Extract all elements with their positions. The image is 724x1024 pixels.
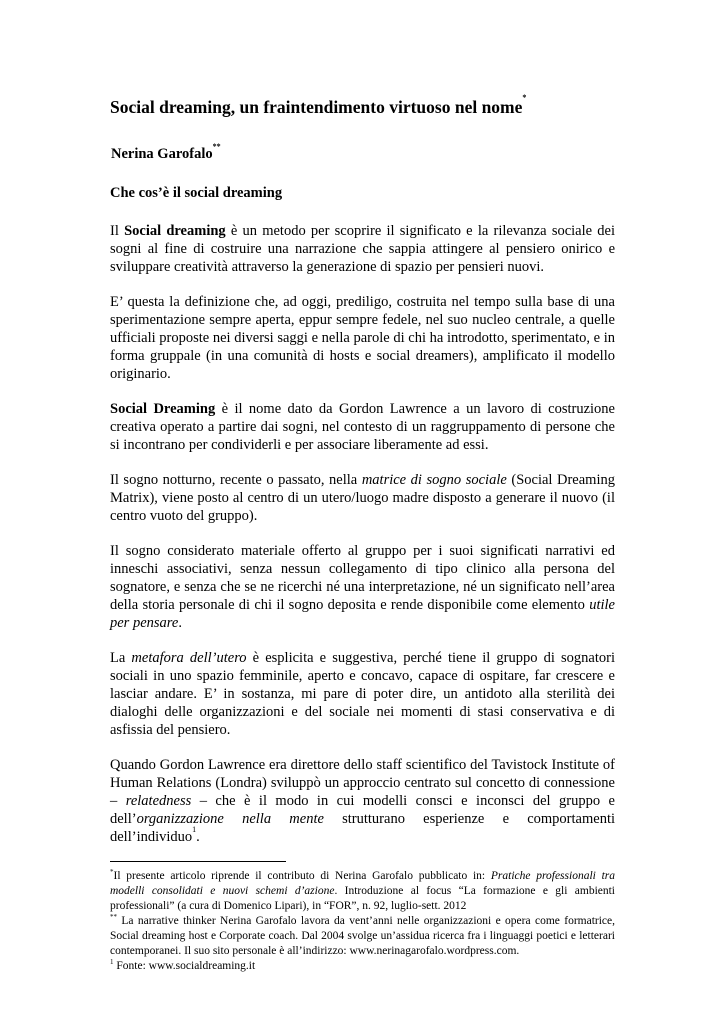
p4-post: (Social Dreaming Matrix), viene posto al centro di un utero/luogo madre disposto a generare il nuovo (il centro vuoto del gruppo).: [110, 472, 615, 524]
p4-italic: matrice di sogno sociale: [361, 472, 507, 488]
paragraph-3: [110, 400, 615, 454]
p5-pre: Il sogno considerato materiale offerto al gruppo per i suoi significati narrativi ed inneschi associativi, senza nessun collegamento di tipo clinico alla persona del sognatore, e senza che se ne ricerchi né una interpretazione, né un significato nell’area della storia personale di chi il sogno deposita e rende disponibile come elemento: [110, 543, 615, 613]
p7-mid: – che è il modo in cui modelli consci e inconsci del gruppo e dell’: [110, 793, 615, 827]
p7-italic-1: relatedness: [125, 793, 192, 809]
fn1-post: . Introduzione al focus “La formazione e gli ambienti professionali” (a cura di Domenico Lipari), in “FOR”, n. 92, luglio-sett. 2012: [110, 885, 616, 912]
paragraph-4: [110, 471, 615, 525]
section-heading: Che cos’è il social dreaming: [110, 185, 283, 201]
footnote-ref-1[interactable]: 1: [192, 825, 197, 834]
p5-post: .: [178, 615, 182, 631]
fn1-pre: Il presente articolo riprende il contributo di Nerina Garofalo pubblicato in:: [113, 870, 491, 882]
p1-bold: Social dreaming: [124, 223, 226, 239]
fn2-mark: **: [110, 913, 117, 921]
document-title: [110, 93, 615, 118]
title-text: Social dreaming, un fraintendimento virtuoso nel nome: [110, 97, 523, 117]
paragraph-7: [110, 756, 615, 846]
p4-pre: Il sogno notturno, recente o passato, nella: [110, 472, 362, 488]
p1-post: è un metodo per scoprire il significato e la rilevanza sociale dei sogni al fine di costruire una narrazione che sappia attingere al pensiero onirico e sviluppare creatività attraverso la generazione di spazio per pensieri nuovi.: [110, 223, 615, 275]
author-name: [111, 142, 615, 163]
p7-pre: Quando Gordon Lawrence era direttore dello staff scientifico del Tavistock Institute of Human Relations (Londra) sviluppò un approccio centrato sul concetto di connessione –: [110, 757, 615, 809]
p7-end: .: [196, 829, 200, 845]
p7-italic-2: organizzazione nella mente: [136, 811, 324, 827]
p3-post: è il nome dato da Gordon Lawrence a un lavoro di costruzione creativa operato a partire dai sogni, nel contesto di un raggruppamento di persone che si incontrano per condividerli e per associare liberamente ad essi.: [110, 401, 615, 453]
author-footnote-mark[interactable]: **: [212, 142, 221, 151]
title-footnote-mark[interactable]: *: [522, 93, 527, 102]
fn1-italic: Pratiche professionali tra modelli consolidati e nuovi schemi d’azione: [110, 870, 616, 897]
fn2-text: La narrative thinker Nerina Garofalo lavora da vent’anni nelle organizzazioni e opera come formatrice, Social dreaming host e Corporate coach. Dal 2004 svolge un’assidua ricerca fra i linguaggi poetici e letterari contemporanei. Il suo sito personale è all’indirizzo: www.nerinagarofalo.wordpress.com.: [110, 915, 615, 957]
p5-italic: utile per pensare: [110, 597, 615, 631]
p1-pre: Il: [110, 223, 125, 239]
author-text: Nerina Garofalo: [111, 146, 213, 162]
p3-bold: Social Dreaming: [110, 401, 216, 417]
paragraph-2: E’ questa la definizione che, ad oggi, prediligo, costruita nel tempo sulla base di una sperimentazione sempre aperta, eppur sempre fedele, nel suo nucleo centrale, a quelle ufficiali proposte nei diversi saggi e nella parole di chi ha introdotto, sperimentato, e in forma gruppale (in una comunità di hosts e social dreamers), amplificato il modello originario.: [110, 294, 615, 382]
document-page: [110, 93, 616, 974]
fn3-mark: 1: [110, 958, 114, 966]
footnote-author: [110, 914, 615, 959]
p7-post: strutturano esperienze e comportamenti dell’individuo: [110, 811, 615, 845]
paragraph-5: [110, 542, 615, 632]
p6-post: è esplicita e suggestiva, perché tiene il gruppo di sognatori sociali in uno spazio femminile, aperto e concavo, capace di ospitare, far crescere e lasciar andare. E’ in sostanza, mi pare di poter dire, un antidoto alla sterilità dei dialoghi delle organizzazioni e del sociale nei momenti di stasi conservativa e di asfissia del pensiero.: [110, 650, 616, 738]
p6-pre: La: [110, 650, 132, 666]
paragraph-1: [110, 222, 615, 276]
paragraph-6: [110, 649, 615, 739]
footnote-divider: [110, 861, 286, 862]
footnote-title: [110, 869, 615, 914]
fn1-mark: *: [110, 868, 114, 876]
p6-italic: metafora dell’utero: [131, 650, 247, 666]
footnote-source: [110, 959, 615, 974]
fn3-text: Fonte: www.socialdreaming.it: [113, 960, 256, 972]
